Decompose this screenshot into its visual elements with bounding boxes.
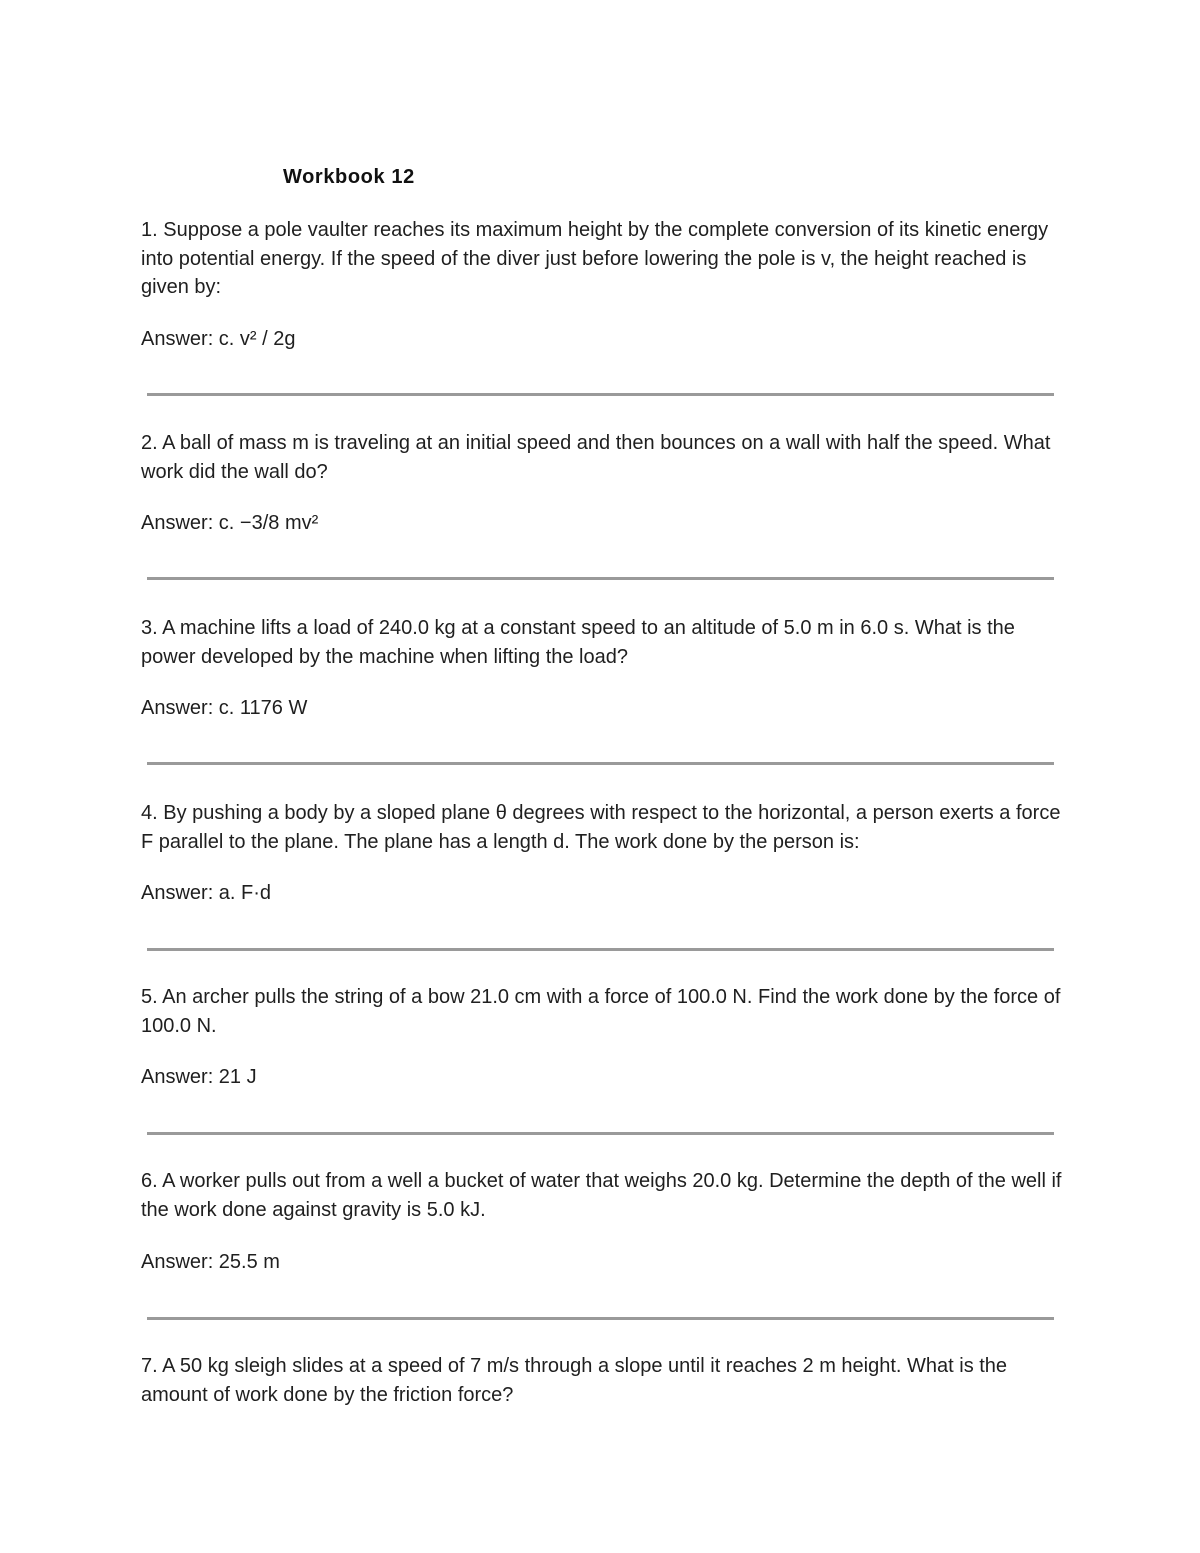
question-2: 2. A ball of mass m is traveling at an initial speed and then bounces on a wall with half the speed. What work did the wall do? bbox=[141, 432, 1051, 483]
divider-2 bbox=[147, 577, 1054, 580]
question-3: 3. A machine lifts a load of 240.0 kg at a constant speed to an altitude of 5.0 m in 6.0 s. What is the power developed by the machine when lifting the load? bbox=[141, 617, 1015, 668]
divider-5 bbox=[147, 1132, 1054, 1135]
divider-6 bbox=[147, 1317, 1054, 1320]
document-title: Workbook 12 bbox=[283, 166, 415, 188]
divider-1 bbox=[147, 393, 1054, 396]
answer-1: Answer: c. v² / 2g bbox=[141, 328, 296, 350]
answer-6: Answer: 25.5 m bbox=[141, 1251, 280, 1273]
divider-4 bbox=[147, 948, 1054, 951]
question-5: 5. An archer pulls the string of a bow 21.0 cm with a force of 100.0 N. Find the work done by the force of 100.0 N. bbox=[141, 986, 1061, 1037]
answer-5: Answer: 21 J bbox=[141, 1066, 257, 1088]
question-4: 4. By pushing a body by a sloped plane θ degrees with respect to the horizontal, a person exerts a force F parallel to the plane. The plane has a length d. The work done by the person is: bbox=[141, 802, 1061, 853]
answer-3: Answer: c. 1176 W bbox=[141, 697, 308, 719]
question-1: 1. Suppose a pole vaulter reaches its maximum height by the complete conversion of its kinetic energy into potential energy. If the speed of the diver just before lowering the pole is v, the height reached is given by: bbox=[141, 219, 1049, 298]
answer-4: Answer: a. F·d bbox=[141, 882, 272, 904]
divider-3 bbox=[147, 762, 1054, 765]
question-7: 7. A 50 kg sleigh slides at a speed of 7 m/s through a slope until it reaches 2 m height. What is the amount of work done by the friction force? bbox=[141, 1355, 1008, 1406]
answer-2: Answer: c. −3/8 mv² bbox=[141, 512, 319, 534]
question-6: 6. A worker pulls out from a well a bucket of water that weighs 20.0 kg. Determine the depth of the well if the work done against gravity is 5.0 kJ. bbox=[141, 1170, 1062, 1221]
